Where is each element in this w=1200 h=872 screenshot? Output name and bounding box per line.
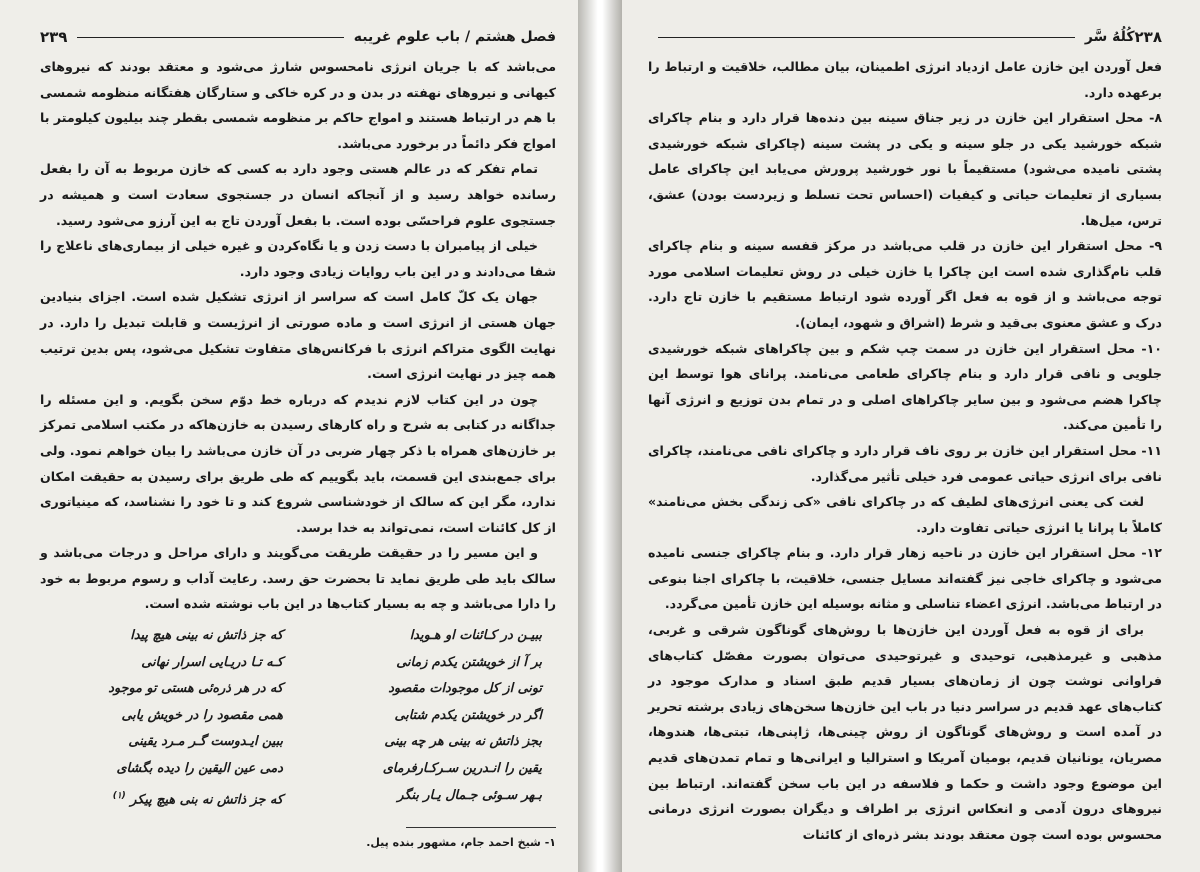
poem-hemistich: بـهر سـوئی جـمال یـار بنگر — [397, 787, 542, 803]
paragraph: ۱۰- محل استقرار این خازن در سمت چپ شکم و بین چاکراهای شبکه خورشیدی جلویی و نافی قرار دارد و بنام چاکرای طعامی می‌نامند. پرانای هوا توسط این چاکرا هضم می‌شود و بین سایر چاکراهای اصلی و در تمام بدن توزیع و انرژی آنها را تأمین می‌کند. — [648, 340, 1162, 433]
poem-hemistich-text: که جز ذاتش نه بنی هیچ پیکر — [130, 791, 283, 807]
poem-hemistich: ببیـن در کـائنات او هـویدا — [409, 628, 542, 644]
poem-hemistich: ببین ایـدوست گـر مـرد یقینی — [128, 734, 283, 750]
paragraph: تمام تفکر که در عالم هستی وجود دارد به کسی که خازن مربوط به آن را بفعل رسانده خواهد رسید و از آنجاکه انسان در جستجوی سعادت است و همیشه در جستجوی علوم فراحسّی بوده است. با بفعل آوردن تاج به این آرزو می‌شود رسید. — [40, 161, 556, 228]
footnote-rule — [406, 827, 556, 828]
right-page — [622, 0, 1200, 872]
page-number: ۲۳۹ — [40, 28, 68, 46]
poem-hemistich: تونی از کل موجودات مقصود — [388, 681, 542, 697]
poem-hemistich — [54, 783, 283, 814]
paragraph: خیلی از پیامبران با دست زدن و یا نگاه‌کردن و غیره خیلی از بیماری‌های ناعلاج را شفا می‌دادند و در این باب روایات زیادی وجود دارد. — [40, 238, 556, 279]
poem — [40, 623, 556, 813]
paragraph: برای از قوه به فعل آوردن این خازن‌ها با روش‌های گوناگون شرقی و غربی، مذهبی و غیرمذهبی، توحیدی و غیرتوحیدی می‌توان بصورت مفصّل کتاب‌های فراوانی نوشت چون از زمان‌های بسیار قدیم طبق اسناد و مدارک موجود در کتاب‌های عهد قدیم در سراسر دنیا در باب این خازن‌ها سخن‌های زیادی برشته تحریر در آمده است و روش‌های گوناگون از روش چینی‌ها، ژاپنی‌ها، تبتی‌ها، هندوها، مصریان، یونانیان قدیم، بومیان آمریکا و استرالیا و ایرانی‌ها و تمام تمدن‌های قدیم این موضوع وجود داشت و حکما و فلاسفه در این باب سخن گفته‌اند. ارتباط بین نیروهای درون آدمی و انعکاس انرژی بر اطراف و دیگران بصورت انرژی درمانی محسوس بوده است چون معتقد بودند بشر ذره‌ای از کائنات — [648, 622, 1162, 842]
poem-hemistich: اگر در خویشتن یکدم شتابی — [394, 707, 542, 723]
poem-hemistich: کـه تـا دریـایی اسرار نهانی — [141, 654, 283, 670]
poem-hemistich: همی مقصود را در خویش یابی — [121, 707, 283, 723]
paragraph: جهان یک کلّ کامل است که سراسر از انرژی تشکیل شده است. اجزای بنیادین جهان هستی از انرژی است و ماده صورتی از انرژیست و قابلت تبدیل را دارد. در نهایت الگوی متراکم انرژی با فرکانس‌های متفاوت تشکیل می‌شود، پس بدین ترتیب همه چیز در نهایت انرژی است. — [40, 289, 556, 382]
paragraph: ۸- محل استقرار این خازن در زیر جناق سینه بین دنده‌ها قرار دارد و بنام چاکرای شبکه خورشید یکی در جلو سینه و یکی در پشت سینه (چاکرای شبکه خورشیدی پشتی نامیده می‌شود) مستقیماً با نور خورشید پرورش می‌یابد این چاکرای عامل بسیاری از تعلیمات حیاتی و کیفیات (احساس تحت تسلط و زیردست بودن) عشق، ترس، میل‌ها. — [648, 110, 1162, 228]
paragraph: ۱۲- محل استقرار این خازن در ناحیه زهار قرار دارد. و بنام چاکرای جنسی نامیده می‌شود و چاکرای خاجی نیز گفته‌اند مسایل جنسی، خلاقیت، با چاکرای اجنا بنوعی در ارتباط می‌باشد. انرژی اعضاء تناسلی و مثانه بوسیله این خازن تأمین می‌گردد. — [648, 545, 1162, 612]
paragraph: چون در این کتاب لازم ندیدم که درباره خط دوّم سخن بگویم. و این مسئله را جداگانه در کتابی به شرح و راه کارهای رسیدن به خازن‌هاکه در مکتب اسلامی تمرکز بر خازن‌های همراه با ذکر چهار ضربی در آن خازن می‌باشد را بیان خواهم نمود. ولی برای جمع‌بندی این قسمت، باید بگوییم که طی طریق برای رسیدن به حقیقت امکان ندارد، مگر این که سالک از خودشناسی شروع کند و تا خود را نشناسد، که مینیاتوری از کل کائنات است، نمی‌تواند به خدا برسد. — [40, 391, 556, 535]
running-title: کُلُهُ سَّر — [1084, 29, 1135, 45]
paragraph: و این مسیر را در حقیقت طریقت می‌گویند و دارای مراحل و درجات می‌باشد و سالک باید طی طریق نماید تا بحضرت حق رسد. رعایت آداب و رسوم مربوط به خود را دارا می‌باشد و چه به بسیار کتاب‌ها در این باب نوشته شده است. — [40, 545, 556, 612]
running-title: فصل هشتم / باب علوم غریبه — [353, 29, 556, 45]
paragraph: لغت کی یعنی انرژی‌های لطیف که در چاکرای نافی «کی زندگی بخش می‌نامند» کاملاً با پرانا یا انرژی حیاتی تفاوت دارد. — [648, 494, 1162, 535]
poem-hemistich: بر آ از خویشتن یکدم زمانی — [396, 654, 542, 670]
poem-hemistich: یقین را انـدرین سـرکـارفرمای — [382, 761, 542, 777]
paragraph: ۹- محل استقرار این خازن در قلب می‌باشد در مرکز قفسه سینه و بنام چاکرای قلب نام‌گذاری شده است این چاکرا یا خازن خیلی در روش تعلیمات اسلامی مورد توجه می‌باشد و از قوه به فعل اگر آورده شود ارتباط مستقیم با خازن تاج دارد. درک و عشق معنوی بی‌قید و شرط (اشراق و شهود، ایمان). — [648, 238, 1162, 330]
poem-hemistich: که جز ذاتش نه بینی هیچ پیدا — [130, 628, 283, 644]
page-number: ۲۳۸ — [1134, 28, 1162, 46]
left-page — [0, 0, 578, 872]
paragraph: فعل آوردن این خازن عامل ازدیاد انرژی اطمینان، بیان مطالب، خلاقیت و ارتباط را برعهده دارد. — [648, 59, 1162, 100]
header-rule — [77, 37, 343, 38]
left-page-header — [40, 28, 556, 46]
poem-hemistich: که در هر ذره‌ئی هستی تو موجود — [108, 681, 283, 697]
right-page-header — [648, 28, 1162, 46]
header-rule — [658, 37, 1075, 38]
footnote: ۱- شیخ احمد جام، مشهور بنده پیل. — [366, 836, 556, 850]
book-gutter — [578, 0, 622, 872]
paragraph: ۱۱- محل استقرار این خازن بر روی ناف قرار دارد و چاکرای نافی می‌نامند، چاکرای نافی برای انرژی حیاتی عمومی فرد خیلی تأثیر می‌گذارد. — [648, 442, 1162, 484]
poem-hemistich: دمی عین الیقین را دیده بگشای — [116, 761, 283, 777]
paragraph: می‌باشد که با جریان انرژی نامحسوس شارژ می‌شود و معتقد بودند که نیروهای کیهانی و نیروهای نهفته در بدن و در کره خاکی و ستارگان هفتگانه منظومه شمسی با هم در ارتباط هستند و امواج حاکم بر منظومه شمسی بقطر چند بیلیون کیلومتر با امواج فکر دائماً در برخورد می‌باشد. — [40, 59, 556, 151]
poem-hemistich: بجز ذاتش نه بینی هر چه بینی — [384, 734, 542, 750]
footnote-marker: (۱) — [112, 790, 126, 801]
